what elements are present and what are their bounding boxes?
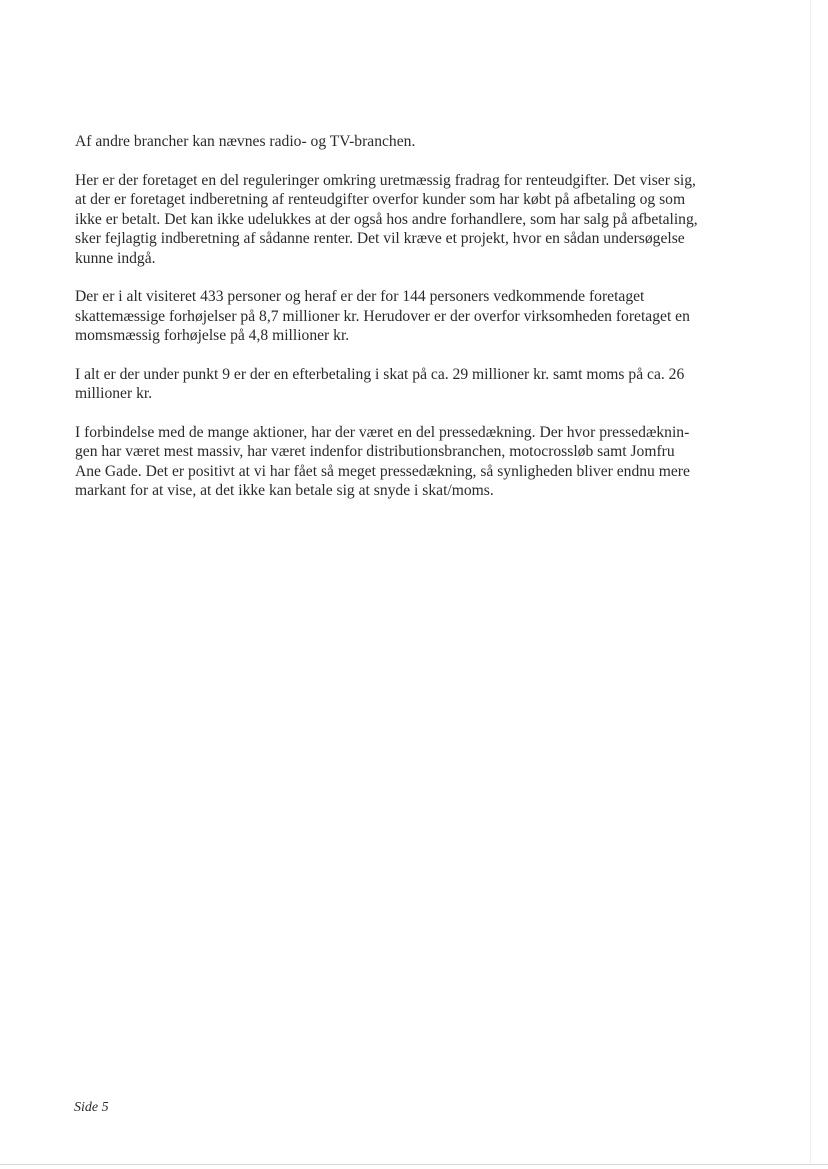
paragraph-other-branches — [75, 132, 755, 152]
text-line: I alt er der under punkt 9 er der en efterbetaling i skat på ca. 29 millioner kr. samt moms på ca. 26 — [75, 365, 685, 383]
text-line: skattemæssige forhøjelser på 8,7 millioner kr. Herudover er der overfor virksomheden foretaget en — [75, 307, 690, 325]
text-line: Af andre brancher kan nævnes radio- og TV-branchen. — [75, 133, 416, 150]
text-line: Her er der foretaget en del reguleringer omkring uretmæssig fradrag for renteudgifter. Det viser sig, — [75, 171, 696, 189]
text-line: ikke er betalt. Det kan ikke udelukkes at der også hos andre forhandlere, som har salg på afbetaling, — [75, 210, 698, 228]
body-text — [75, 132, 755, 520]
scan-edge-right — [810, 0, 811, 1165]
paragraph-back-payment — [75, 365, 755, 404]
text-line: Ane Gade. Det er positivt at vi har fået så meget pressedækning, så synligheden bliver endnu mere — [75, 462, 690, 480]
text-line: markant for at vise, at det ikke kan betale sig at snyde i skat/moms. — [75, 482, 494, 499]
text-line: kunne indgå. — [75, 249, 156, 267]
page-number: Side 5 — [74, 1100, 109, 1115]
text-line: gen har været mest massiv, har været indenfor distributionsbranchen, motocrossløb samt Jomfru — [75, 443, 675, 460]
text-line: Der er i alt visiteret 433 personer og heraf er der for 144 personers vedkommende foretaget — [75, 288, 645, 305]
text-line: millioner kr. — [75, 385, 153, 402]
text-line: at der er foretaget indberetning af renteudgifter overfor kunder som har købt på afbetaling og som — [75, 191, 686, 208]
text-line: sker fejlagtig indberetning af sådanne renter. Det vil kræve et projekt, hvor en sådan undersøgelse — [75, 230, 685, 247]
text-line: I forbindelse med de mange aktioner, har der været en del pressedækning. Der hvor pressedæknin- — [75, 423, 690, 441]
scan-edge-bottom — [0, 1164, 828, 1165]
text-line: momsmæssig forhøjelse på 4,8 millioner kr. — [75, 327, 350, 344]
paragraph-interest-deductions — [75, 171, 755, 269]
paragraph-press-coverage — [75, 423, 755, 501]
paragraph-visited-persons — [75, 287, 755, 346]
